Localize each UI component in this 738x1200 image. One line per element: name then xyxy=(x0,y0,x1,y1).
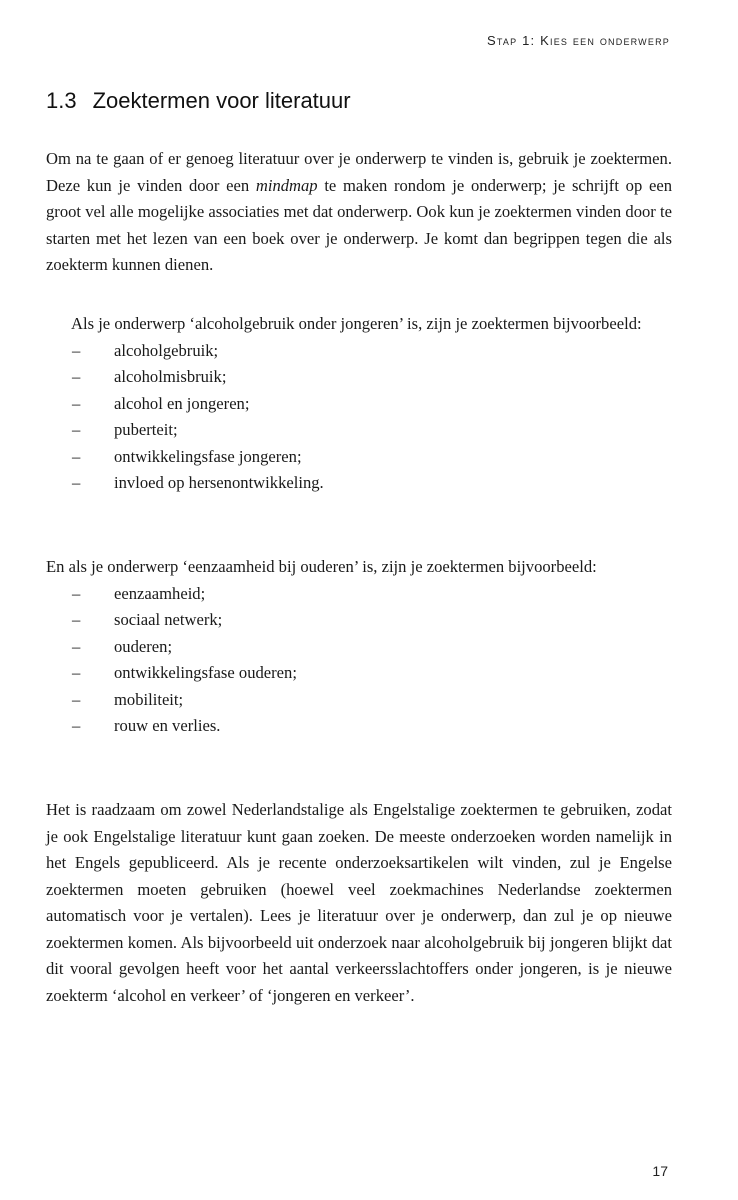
dash-bullet: – xyxy=(72,689,81,709)
list-item xyxy=(46,470,672,497)
emphasis-mindmap: mindmap xyxy=(255,175,318,195)
dash-bullet: – xyxy=(72,610,81,629)
paragraph-text: Het is raadzaam om zowel Nederlandstalige als Engelstalige zoektermen te gebruiken, zodat je ook Engelstalige literatuur kunt gaan zoeken. De meeste onderzoeken worden namelijk in het Engels gepubliceerd. Als je recente onderzoeksartikelen wilt vinden, zul je Engelse zoektermen moeten gebruiken (hoewel veel zoekmachines Nederlandse zoektermen automatisch voor je vertalen). Lees je literatuur over je onderwerp, dan zul je op nieuwe zoektermen komen. Als bijvoorbeeld uit onderzoek naar alcoholgebruik bij jongeren blijkt dat dit vooral gevolgen heeft voor het aantal verkeersslachtoffers onder jongeren, is je nieuwe zoekterm ‘alcohol en verkeer’ of ‘jongeren en verkeer’. xyxy=(46,800,672,1005)
list-item xyxy=(46,338,672,365)
dash-bullet: – xyxy=(72,583,81,603)
list-item xyxy=(46,660,672,687)
section-title: Zoektermen voor literatuur xyxy=(92,88,351,113)
paragraph-text: te maken rondom je onderwerp; je schrijft op een groot vel alle mogelijke associaties met dat onderwerp. Ook kun je zoektermen vinden door te starten met het lezen van een boek over je onderwerp. Je komt dan begrippen tegen die als zoekterm kunnen dienen. xyxy=(46,175,672,274)
list-item xyxy=(46,634,672,661)
list-item-text: invloed op hersenontwikkeling. xyxy=(114,473,324,492)
list-item-text: eenzaamheid; xyxy=(114,583,206,603)
search-terms-list-loneliness xyxy=(46,581,672,740)
list-item-text: ouderen; xyxy=(114,636,173,656)
dash-bullet: – xyxy=(72,446,81,466)
dash-bullet: – xyxy=(72,367,81,386)
paragraph-intro: Als je onderwerp ‘alcoholgebruik onder jongeren’ is, zijn je zoektermen bijvoorbeeld: xyxy=(71,314,642,333)
dash-bullet: – xyxy=(72,473,81,492)
list-item xyxy=(46,444,672,471)
list-item xyxy=(46,581,672,608)
list-item-text: ontwikkelingsfase ouderen; xyxy=(114,663,297,682)
page-number: 17 xyxy=(652,1163,668,1179)
list-item-text: alcoholmisbruik; xyxy=(114,367,227,386)
paragraph-loneliness-example xyxy=(46,554,672,740)
paragraph-text: Om na te gaan of er genoeg literatuur over je onderwerp te vinden is, gebruik je zoektermen. Deze kun je vinden door een xyxy=(46,149,672,195)
dash-bullet: – xyxy=(72,716,81,735)
paragraph-alcohol-example xyxy=(46,311,672,497)
dash-bullet: – xyxy=(72,393,81,413)
section-number: 1.3 xyxy=(46,88,77,113)
dash-bullet: – xyxy=(72,420,81,439)
paragraph-intro: En als je onderwerp ‘eenzaamheid bij ouderen’ is, zijn je zoektermen bijvoorbeeld: xyxy=(46,557,597,576)
list-item xyxy=(46,417,672,444)
list-item-text: rouw en verlies. xyxy=(114,716,221,735)
list-item-text: mobiliteit; xyxy=(114,689,184,709)
running-head: Stap 1: Kies een onderwerp xyxy=(486,33,670,48)
list-item-text: alcoholgebruik; xyxy=(114,340,219,360)
dash-bullet: – xyxy=(72,340,81,360)
dash-bullet: – xyxy=(72,636,81,656)
list-item xyxy=(46,713,672,740)
list-item-text: alcohol en jongeren; xyxy=(114,393,250,413)
section-heading xyxy=(46,88,351,114)
dash-bullet: – xyxy=(72,663,81,682)
list-item xyxy=(46,687,672,714)
list-item xyxy=(46,391,672,418)
list-item xyxy=(46,607,672,634)
list-item xyxy=(46,364,672,391)
paragraph-language xyxy=(46,797,672,1009)
list-item-text: sociaal netwerk; xyxy=(114,610,223,629)
list-item-text: puberteit; xyxy=(114,420,178,439)
search-terms-list-alcohol xyxy=(46,338,672,497)
list-item-text: ontwikkelingsfase jongeren; xyxy=(114,446,302,466)
paragraph-mindmap xyxy=(46,146,672,279)
